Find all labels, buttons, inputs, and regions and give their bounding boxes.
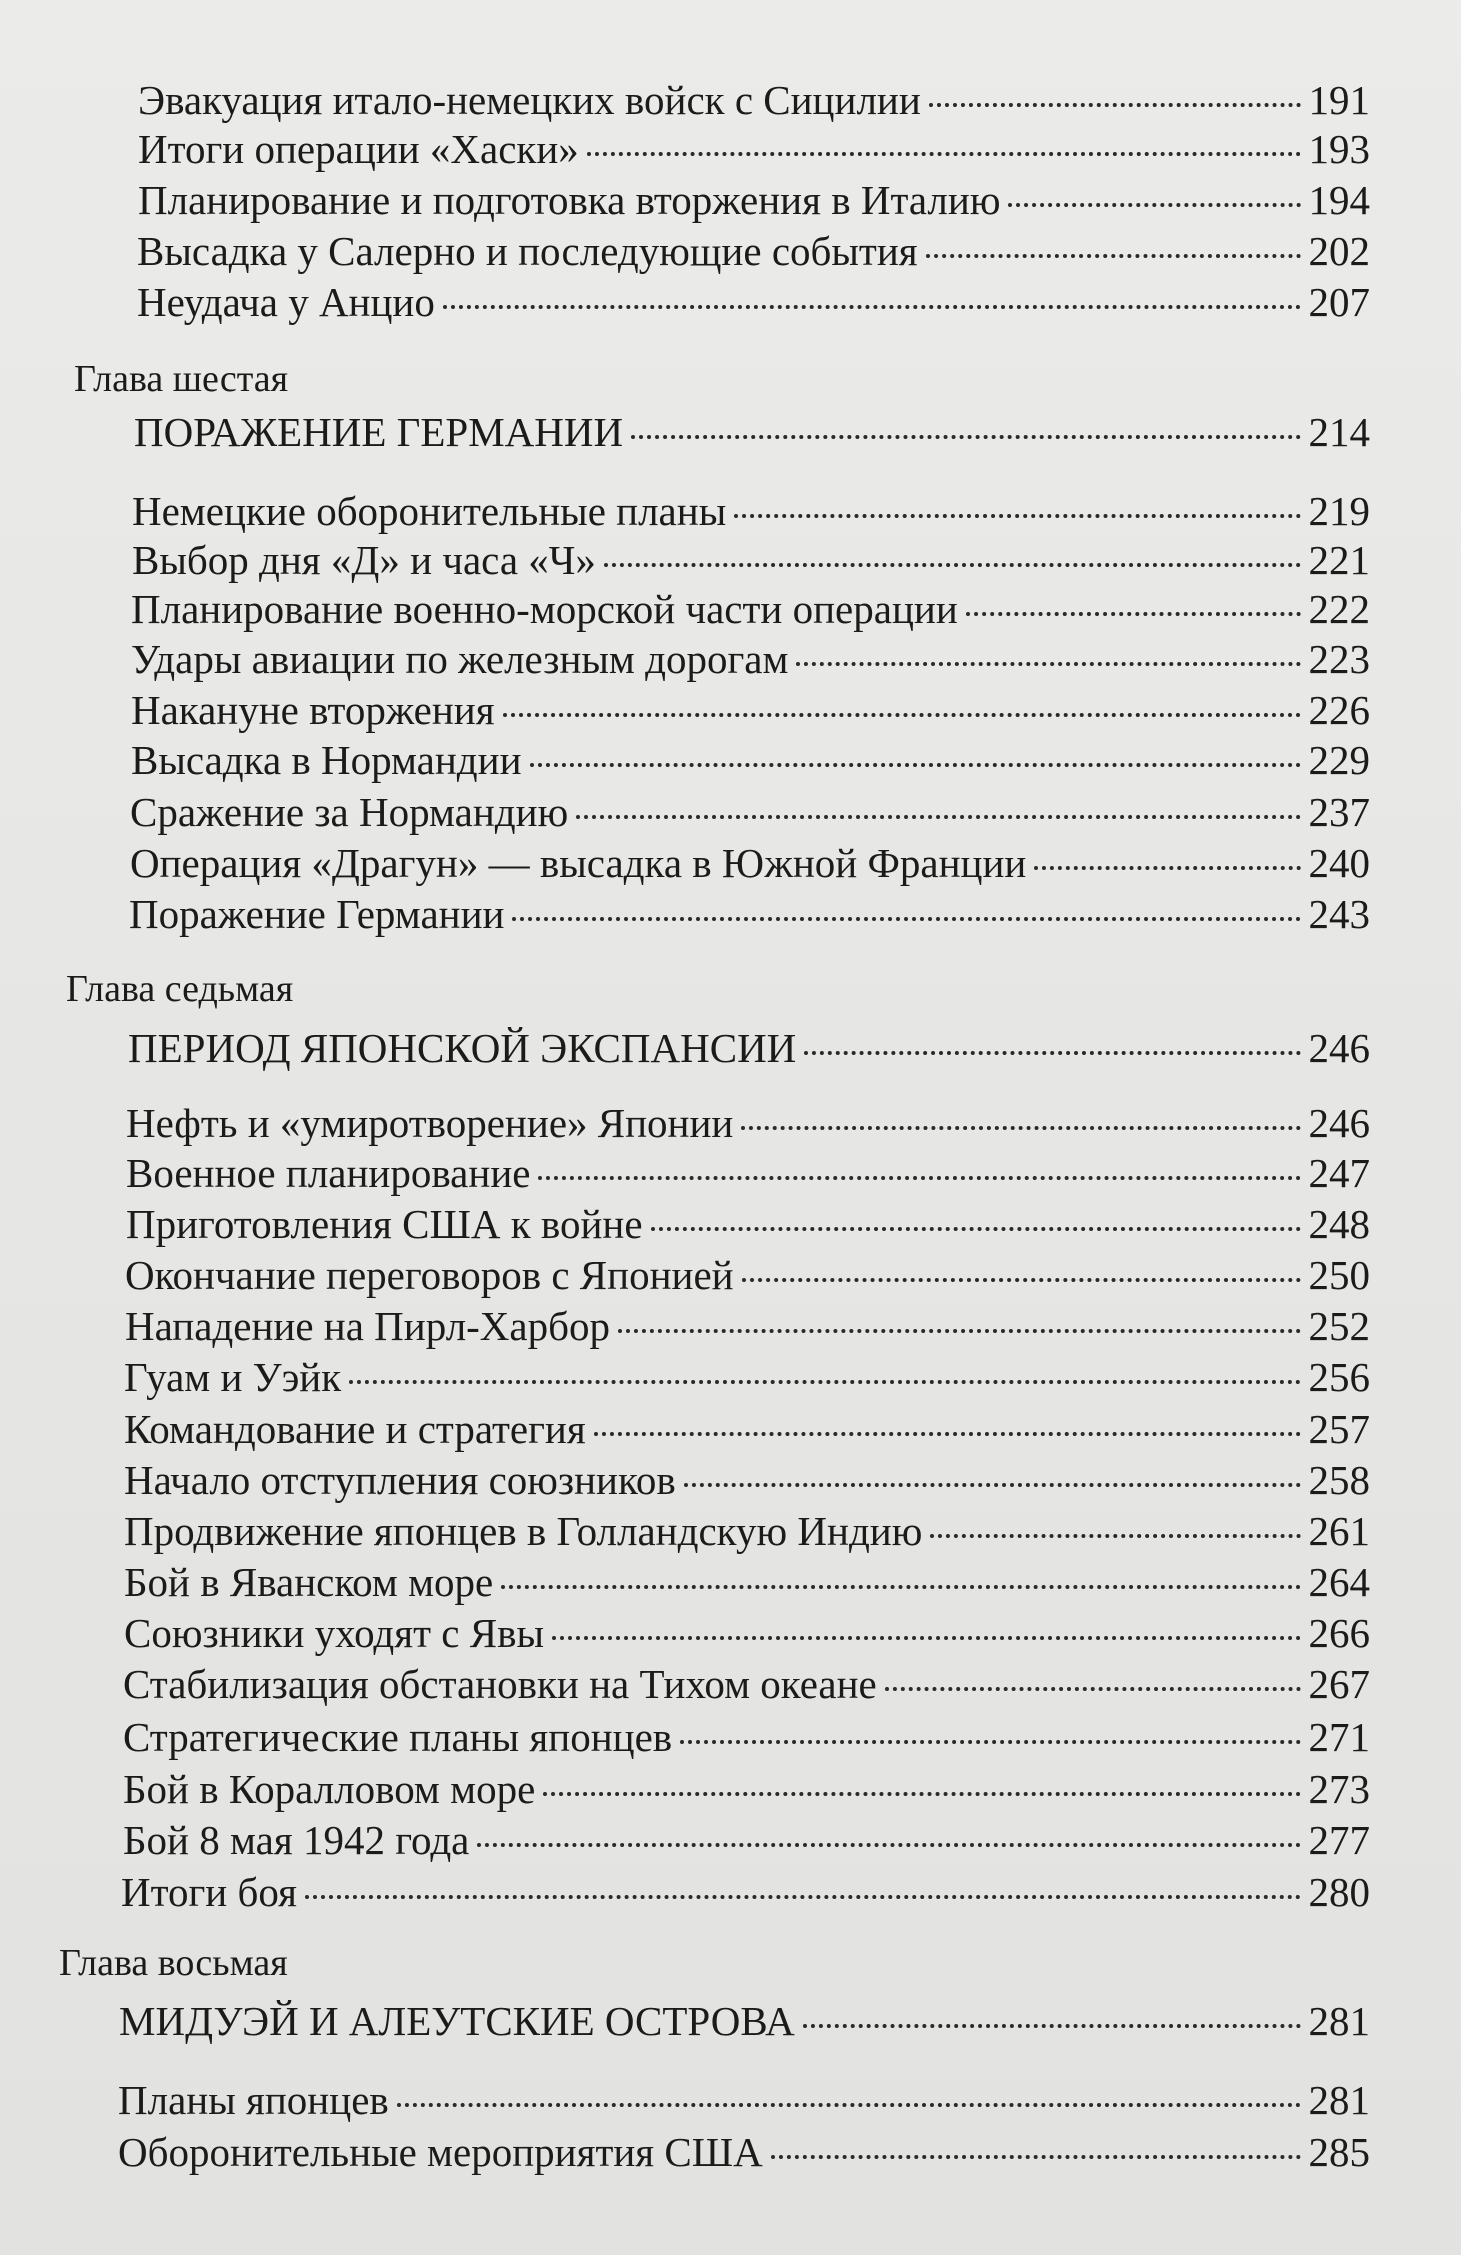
toc-entry: [138, 75, 1370, 125]
dot-leader: [741, 1126, 1300, 1130]
entry-page-number: 247: [1308, 1150, 1370, 1196]
dot-leader: [477, 1843, 1300, 1847]
dot-leader: [305, 1895, 1301, 1899]
dot-leader: [804, 1051, 1300, 1055]
toc-entry: [131, 685, 1370, 735]
toc-entry: [121, 1867, 1370, 1917]
toc-entry: [125, 1250, 1370, 1300]
dot-leader: [930, 1534, 1300, 1538]
entry-page-number: 266: [1308, 1610, 1370, 1656]
toc-entry: [137, 277, 1370, 327]
entry-title: Планирование и подготовка вторжения в Италию: [138, 177, 1001, 223]
entry-page-number: 191: [1308, 77, 1370, 123]
entry-page-number: 222: [1308, 586, 1370, 632]
toc-entry: [138, 175, 1370, 225]
entry-page-number: 257: [1308, 1406, 1370, 1452]
chapter-heading: [119, 1996, 1370, 2046]
dot-leader: [929, 103, 1301, 107]
toc-entry: [123, 1815, 1370, 1865]
entry-title: Стабилизация обстановки на Тихом океане: [123, 1661, 877, 1707]
dot-leader: [885, 1687, 1301, 1691]
entry-page-number: 267: [1308, 1661, 1370, 1707]
entry-page-number: 264: [1308, 1559, 1370, 1605]
entry-page-number: 226: [1308, 687, 1370, 733]
entry-page-number: 252: [1308, 1303, 1370, 1349]
dot-leader: [501, 1585, 1300, 1589]
entry-title: Операция «Драгун» — высадка в Южной Франции: [130, 840, 1027, 886]
entry-page-number: 194: [1308, 177, 1370, 223]
toc-entry: [118, 2075, 1370, 2125]
entry-title: Сражение за Нормандию: [130, 789, 569, 835]
dot-leader: [543, 1792, 1300, 1796]
entry-title: Приготовления США к войне: [126, 1201, 643, 1247]
dot-leader: [512, 917, 1300, 921]
entry-title: Военное планирование: [126, 1150, 531, 1196]
entry-page-number: 256: [1308, 1354, 1370, 1400]
toc-entry: [123, 1659, 1370, 1709]
toc-entry: [124, 1608, 1370, 1658]
dot-leader: [926, 254, 1301, 258]
entry-title: Бой в Коралловом море: [123, 1766, 536, 1812]
entry-title: Удары авиации по железным дорогам: [131, 636, 789, 682]
dot-leader: [1034, 866, 1300, 870]
toc-entry: [131, 735, 1370, 785]
entry-page-number: 193: [1308, 126, 1370, 172]
entry-page-number: 229: [1308, 737, 1370, 783]
dot-leader: [796, 662, 1300, 666]
entry-page-number: 237: [1308, 789, 1370, 835]
entry-title: Итоги операции «Хаски»: [138, 126, 579, 172]
dot-leader: [1008, 203, 1300, 207]
entry-title: Высадка у Салерно и последующие события: [137, 228, 918, 274]
dot-leader: [803, 2024, 1301, 2028]
entry-title: Окончание переговоров с Японией: [125, 1252, 734, 1298]
chapter-title: ПЕРИОД ЯПОНСКОЙ ЭКСПАНСИИ: [128, 1025, 797, 1071]
toc-entry: [123, 1712, 1370, 1762]
toc-entry: [138, 124, 1370, 174]
toc-entry: [126, 1148, 1370, 1198]
entry-page-number: 246: [1308, 1100, 1370, 1146]
entry-page-number: 248: [1308, 1201, 1370, 1247]
entry-page-number: 221: [1308, 537, 1370, 583]
entry-page-number: 223: [1308, 636, 1370, 682]
chapter-label: Глава шестая: [74, 358, 289, 400]
dot-leader: [397, 2103, 1301, 2107]
entry-page-number: 214: [1308, 409, 1370, 455]
entry-title: Поражение Германии: [129, 891, 505, 937]
dot-leader: [604, 563, 1301, 567]
toc-entry: [129, 889, 1370, 939]
dot-leader: [552, 1636, 1300, 1640]
dot-leader: [576, 815, 1300, 819]
chapter-label: Глава восьмая: [59, 1942, 288, 1984]
entry-page-number: 273: [1308, 1766, 1370, 1812]
toc-entry: [118, 2127, 1370, 2177]
chapter-title: МИДУЭЙ И АЛЕУТСКИЕ ОСТРОВА: [119, 1998, 795, 2044]
toc-entry: [126, 1199, 1370, 1249]
entry-page-number: 219: [1308, 488, 1370, 534]
toc-entry: [124, 1506, 1370, 1556]
toc-entry: [124, 1455, 1370, 1505]
toc-entry: [130, 787, 1370, 837]
entry-title: Гуам и Уэйк: [124, 1354, 342, 1400]
chapter-label: Глава седьмая: [66, 968, 294, 1010]
entry-page-number: 207: [1308, 279, 1370, 325]
entry-title: Планирование военно-морской части операции: [131, 586, 958, 632]
entry-page-number: 246: [1308, 1025, 1370, 1071]
dot-leader: [771, 2155, 1301, 2159]
toc-entry: [131, 634, 1370, 684]
entry-title: Продвижение японцев в Голландскую Индию: [124, 1508, 923, 1554]
entry-title: Неудача у Анцио: [137, 279, 435, 325]
toc-entry: [124, 1404, 1370, 1454]
entry-title: Немецкие оборонительные планы: [132, 488, 727, 534]
dot-leader: [734, 514, 1300, 518]
chapter-title: ПОРАЖЕНИЕ ГЕРМАНИИ: [134, 409, 624, 455]
entry-page-number: 240: [1308, 840, 1370, 886]
dot-leader: [684, 1483, 1301, 1487]
dot-leader: [443, 305, 1301, 309]
toc-entry: [124, 1557, 1370, 1607]
dot-leader: [587, 152, 1301, 156]
dot-leader: [680, 1740, 1300, 1744]
entry-title: Начало отступления союзников: [124, 1457, 676, 1503]
entry-page-number: 281: [1308, 1998, 1370, 2044]
dot-leader: [530, 763, 1301, 767]
entry-page-number: 271: [1308, 1714, 1370, 1760]
dot-leader: [966, 612, 1301, 616]
entry-title: Высадка в Нормандии: [131, 737, 522, 783]
toc-entry: [123, 1764, 1370, 1814]
entry-page-number: 280: [1308, 1869, 1370, 1915]
entry-title: Эвакуация итало-немецких войск с Сицилии: [138, 77, 921, 123]
entry-page-number: 250: [1308, 1252, 1370, 1298]
toc-entry: [137, 226, 1370, 276]
dot-leader: [651, 1227, 1301, 1231]
entry-title: Планы японцев: [118, 2077, 389, 2123]
entry-title: Итоги боя: [121, 1869, 297, 1915]
chapter-heading: [128, 1023, 1370, 1073]
chapter-heading: [134, 407, 1370, 457]
dot-leader: [742, 1278, 1301, 1282]
dot-leader: [349, 1380, 1300, 1384]
toc-entry: [125, 1301, 1370, 1351]
dot-leader: [538, 1176, 1300, 1180]
entry-title: Выбор дня «Д» и часа «Ч»: [132, 537, 596, 583]
dot-leader: [503, 713, 1301, 717]
entry-title: Накануне вторжения: [131, 687, 495, 733]
entry-title: Нефть и «умиротворение» Японии: [126, 1100, 734, 1146]
entry-page-number: 202: [1308, 228, 1370, 274]
toc-entry: [126, 1098, 1370, 1148]
entry-title: Оборонительные мероприятия США: [118, 2129, 763, 2175]
entry-page-number: 261: [1308, 1508, 1370, 1554]
entry-page-number: 281: [1308, 2077, 1370, 2123]
toc-entry: [132, 486, 1370, 536]
entry-title: Нападение на Пирл-Харбор: [125, 1303, 610, 1349]
entry-title: Стратегические планы японцев: [123, 1714, 673, 1760]
entry-title: Командование и стратегия: [124, 1406, 586, 1452]
dot-leader: [594, 1432, 1301, 1436]
entry-title: Бой 8 мая 1942 года: [123, 1817, 470, 1863]
toc-entry: [132, 535, 1370, 585]
entry-page-number: 243: [1308, 891, 1370, 937]
dot-leader: [631, 435, 1300, 439]
toc-entry: [124, 1352, 1370, 1402]
toc-entry: [131, 584, 1370, 634]
entry-title: Бой в Яванском море: [124, 1559, 494, 1605]
entry-title: Союзники уходят с Явы: [124, 1610, 545, 1656]
toc-entry: [130, 838, 1370, 888]
entry-page-number: 285: [1308, 2129, 1370, 2175]
dot-leader: [618, 1329, 1301, 1333]
entry-page-number: 258: [1308, 1457, 1370, 1503]
entry-page-number: 277: [1308, 1817, 1370, 1863]
